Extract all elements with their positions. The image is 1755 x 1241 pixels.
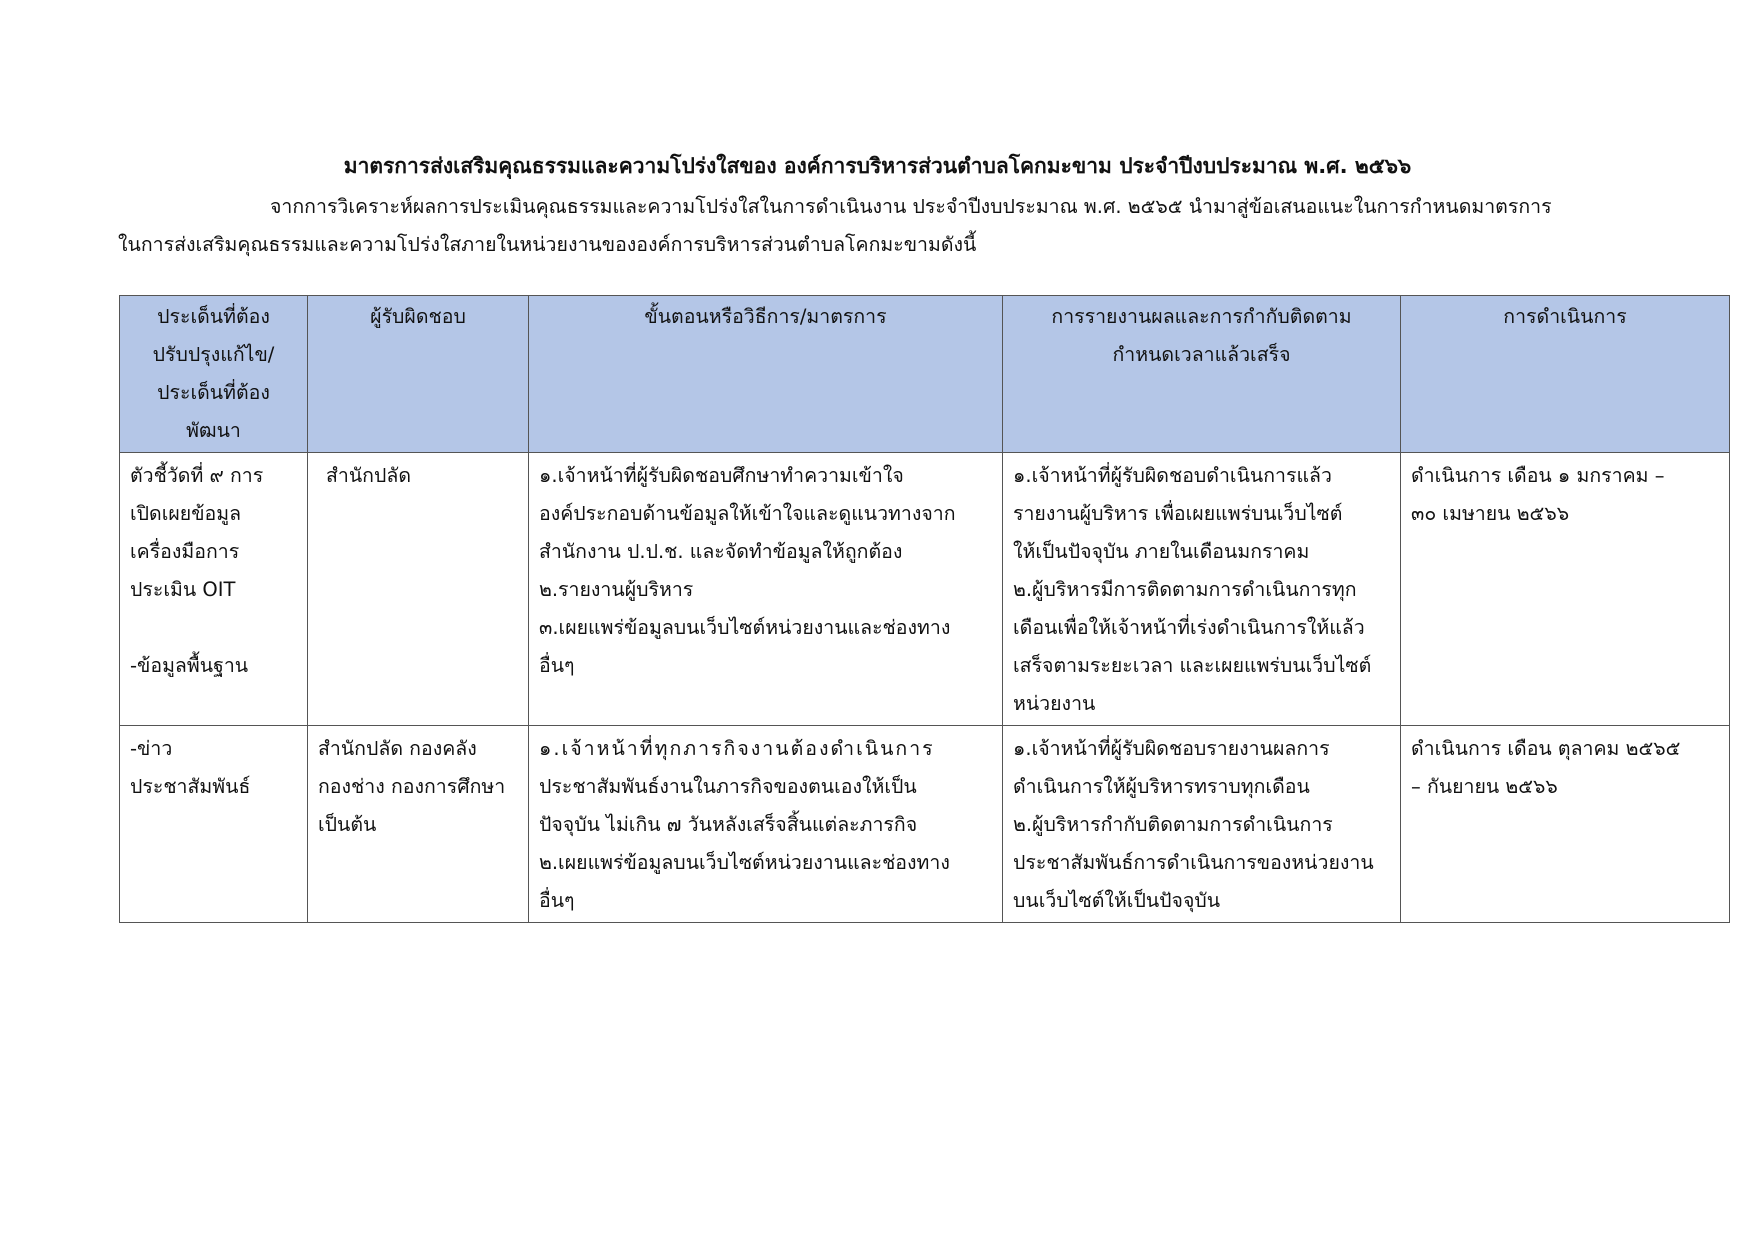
cell-line: ๒.เผยแพร่ข้อมูลบนเว็บไซต์หน่วยงานและช่องทาง	[539, 851, 950, 874]
intro-line: จากการวิเคราะห์ผลการประเมินคุณธรรมและความโปร่งใสในการดำเนินงาน ประจำปีงบประมาณ พ.ศ. ๒๕๖๕ นำมาสู่ข้อเสนอแนะในการกำหนดมาตรการ	[270, 195, 1552, 218]
line-spacer	[130, 609, 297, 647]
cell-line: สำนักปลัด กองคลัง	[318, 737, 477, 760]
cell-reporting	[1003, 726, 1401, 923]
header-line: ประเด็นที่ต้อง	[157, 305, 270, 328]
cell-line: ๑.เจ้าหน้าที่ผู้รับผิดชอบดำเนินการแล้ว	[1013, 464, 1332, 487]
header-line: พัฒนา	[186, 419, 241, 442]
cell-line: สำนักงาน ป.ป.ช. และจัดทำข้อมูลให้ถูกต้อง	[539, 540, 903, 563]
document-title: มาตรการส่งเสริมคุณธรรมและความโปร่งใสของ องค์การบริหารส่วนตำบลโคกมะขาม ประจำปีงบประมาณ พ.ศ. ๒๕๖๖	[343, 154, 1412, 178]
header-responsible	[308, 296, 529, 453]
cell-line: ประชาสัมพันธ์การดำเนินการของหน่วยงาน	[1013, 851, 1374, 874]
header-line: ขั้นตอนหรือวิธีการ/มาตรการ	[644, 305, 887, 328]
cell-reporting	[1003, 453, 1401, 726]
header-line: ประเด็นที่ต้อง	[157, 381, 270, 404]
cell-line: ดำเนินการ เดือน ตุลาคม ๒๕๖๕	[1411, 737, 1681, 760]
cell-line: ประชาสัมพันธ์	[130, 775, 251, 798]
cell-responsible	[308, 726, 529, 923]
cell-line: เดือนเพื่อให้เจ้าหน้าที่เร่งดำเนินการให้แล้ว	[1013, 616, 1365, 639]
cell-line: ปัจจุบัน ไม่เกิน ๗ วันหลังเสร็จสิ้นแต่ละภารกิจ	[539, 813, 918, 836]
table-header-row	[120, 296, 1730, 453]
header-steps	[529, 296, 1003, 453]
cell-line: หน่วยงาน	[1013, 692, 1096, 715]
table-row	[120, 726, 1730, 923]
header-line: กำหนดเวลาแล้วเสร็จ	[1112, 343, 1291, 366]
cell-line: เครื่องมือการ	[130, 540, 240, 563]
cell-line: ๑.เจ้าหน้าที่ผู้รับผิดชอบรายงานผลการ	[1013, 737, 1330, 760]
cell-line: ๓๐ เมษายน ๒๕๖๖	[1411, 502, 1570, 525]
header-line: การดำเนินการ	[1503, 305, 1627, 328]
cell-issue	[120, 726, 308, 923]
cell-line: ๓.เผยแพร่ข้อมูลบนเว็บไซต์หน่วยงานและช่องทาง	[539, 616, 951, 639]
header-reporting	[1003, 296, 1401, 453]
cell-steps	[529, 726, 1003, 923]
header-issue	[120, 296, 308, 453]
cell-steps	[529, 453, 1003, 726]
cell-line: กองช่าง กองการศึกษา	[318, 775, 506, 798]
table-row	[120, 453, 1730, 726]
cell-line: อื่นๆ	[539, 889, 575, 912]
cell-line: เปิดเผยข้อมูล	[130, 502, 242, 525]
header-line: ผู้รับผิดชอบ	[370, 305, 466, 328]
cell-line: ๒.รายงานผู้บริหาร	[539, 578, 694, 601]
header-operation	[1401, 296, 1730, 453]
cell-line: ดำเนินการให้ผู้บริหารทราบทุกเดือน	[1013, 775, 1310, 798]
cell-operation	[1401, 453, 1730, 726]
cell-line: ดำเนินการ เดือน ๑ มกราคม –	[1411, 464, 1665, 487]
cell-line: เป็นต้น	[318, 813, 377, 836]
cell-issue	[120, 453, 308, 726]
intro-paragraph	[118, 188, 1638, 264]
cell-line: ๑.เจ้าหน้าที่ทุกภารกิจงานต้องดำเนินการ	[539, 737, 935, 760]
cell-line: เสร็จตามระยะเวลา และเผยแพร่บนเว็บไซต์	[1013, 654, 1372, 677]
cell-line: บนเว็บไซต์ให้เป็นปัจจุบัน	[1013, 889, 1221, 912]
cell-line: -ข้อมูลพื้นฐาน	[130, 654, 249, 677]
intro-line: ในการส่งเสริมคุณธรรมและความโปร่งใสภายในหน่วยงานขององค์การบริหารส่วนตำบลโคกมะขามดังนี้	[118, 233, 977, 256]
cell-line: ๒.ผู้บริหารมีการติดตามการดำเนินการทุก	[1013, 578, 1357, 601]
cell-line: รายงานผู้บริหาร เพื่อเผยแพร่บนเว็บไซต์	[1013, 502, 1343, 525]
cell-operation	[1401, 726, 1730, 923]
cell-line: – กันยายน ๒๕๖๖	[1411, 775, 1558, 798]
header-line: การรายงานผลและการกำกับติดตาม	[1051, 305, 1352, 328]
cell-line: ตัวชี้วัดที่ ๙ การ	[130, 464, 264, 487]
measures-table	[119, 295, 1730, 923]
cell-line: ให้เป็นปัจจุบัน ภายในเดือนมกราคม	[1013, 540, 1310, 563]
cell-line: ๒.ผู้บริหารกำกับติดตามการดำเนินการ	[1013, 813, 1333, 836]
header-line: ปรับปรุงแก้ไข/	[152, 343, 275, 366]
cell-line: องค์ประกอบด้านข้อมูลให้เข้าใจและดูแนวทางจาก	[539, 502, 956, 525]
cell-line: ประเมิน OIT	[130, 578, 236, 601]
cell-line: อื่นๆ	[539, 654, 575, 677]
cell-line: ๑.เจ้าหน้าที่ผู้รับผิดชอบศึกษาทำความเข้าใจ	[539, 464, 904, 487]
cell-responsible	[308, 453, 529, 726]
cell-line: -ข่าว	[130, 737, 173, 760]
cell-line: สำนักปลัด	[326, 464, 411, 487]
cell-line: ประชาสัมพันธ์งานในภารกิจของตนเองให้เป็น	[539, 775, 917, 798]
